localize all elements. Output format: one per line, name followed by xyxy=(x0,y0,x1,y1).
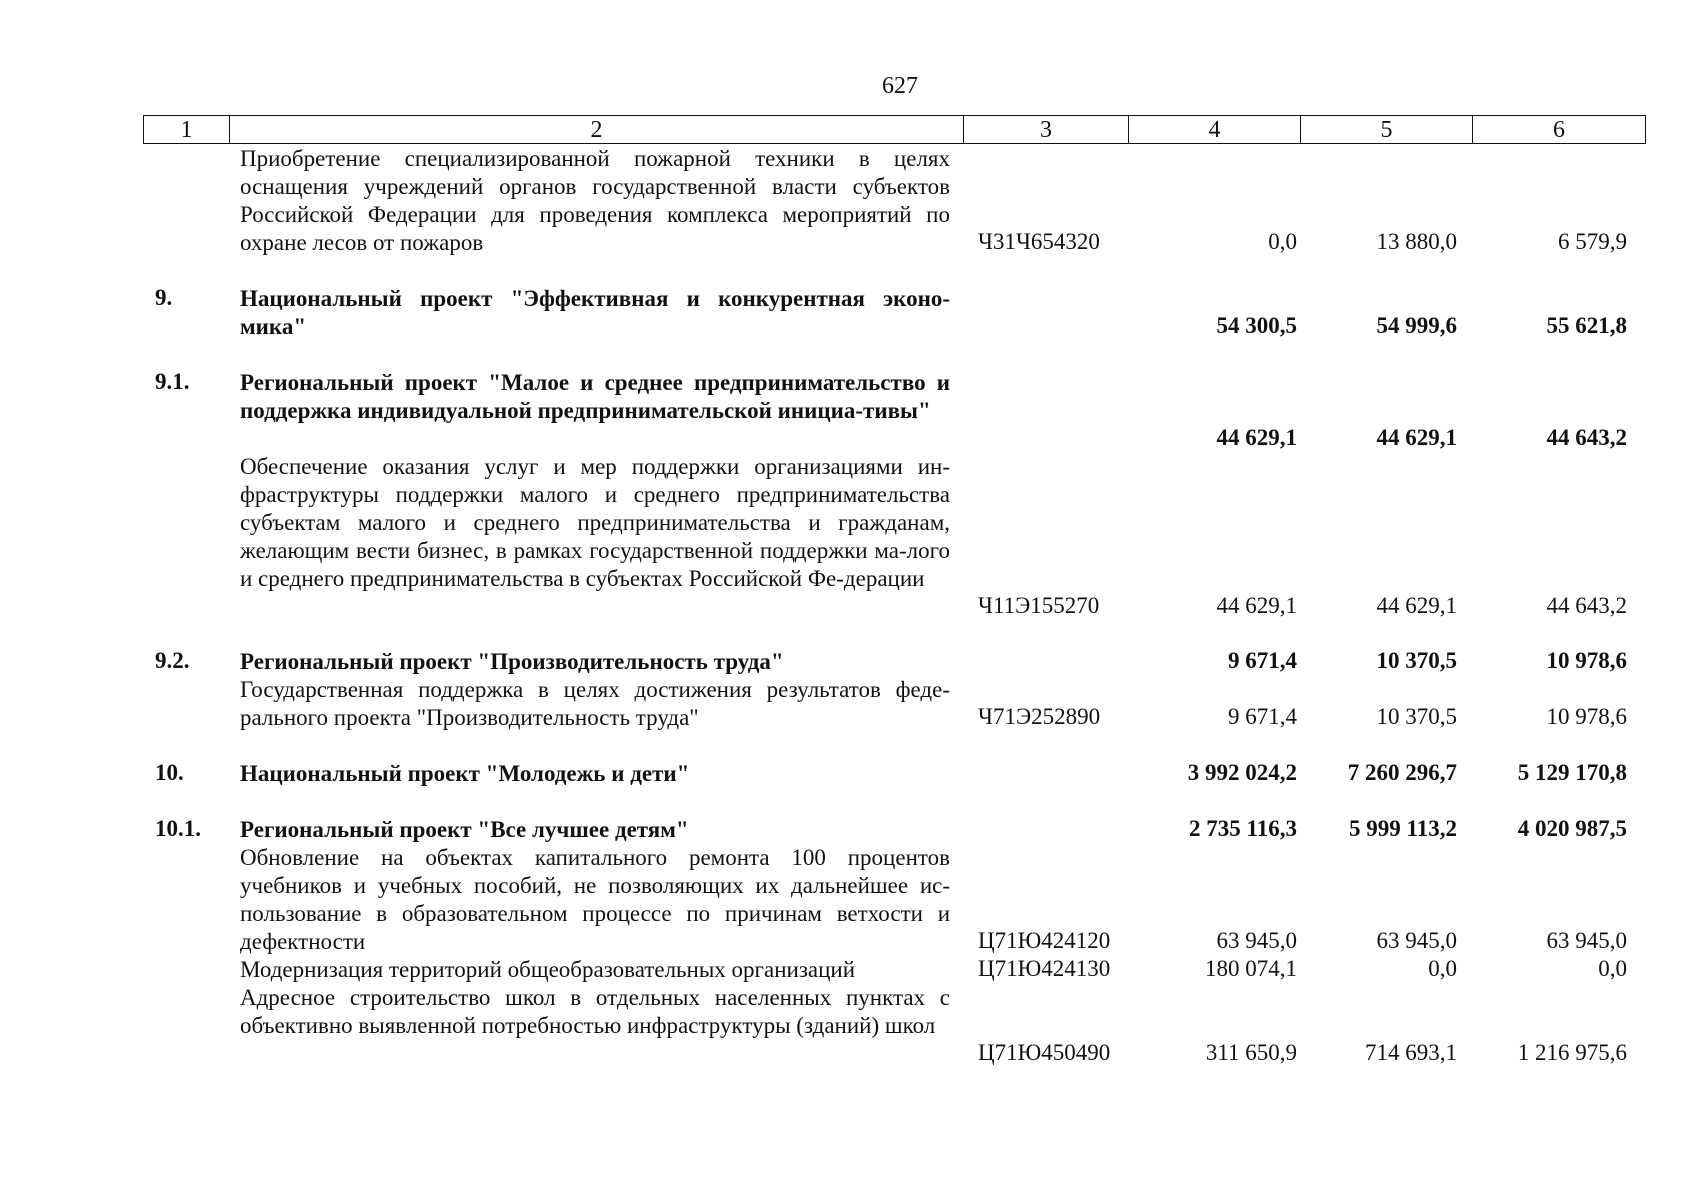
row-number: 9.1. xyxy=(155,369,190,394)
row-value-col5: 44 629,1 xyxy=(1376,425,1457,450)
column-header-2: 2 xyxy=(230,116,964,144)
row-code: Ч71Э252890 xyxy=(978,704,1101,729)
row-number: 10. xyxy=(155,760,184,785)
row-value-col5: 714 693,1 xyxy=(1365,1040,1457,1065)
row-description: Модернизация территорий общеобразовательных организаций xyxy=(240,957,856,982)
row-value-col5: 0,0 xyxy=(1428,956,1457,981)
row-value-col4: 9 671,4 xyxy=(1228,704,1297,729)
row-description: Приобретение специализированной пожарной техники в целях оснащения учреждений органов государственной власти субъектов Российской Федерации для проведения комплекса мероприятий по охране лесов от пожаров xyxy=(240,146,950,255)
column-header-3: 3 xyxy=(964,116,1129,144)
row-value-col5: 44 629,1 xyxy=(1376,593,1457,618)
row-description: Региональный проект "Все лучшее детям" xyxy=(240,817,689,842)
row-description: Обеспечение оказания услуг и мер поддержки организациями ин-фраструктуры поддержки малого и среднего предпринимательства субъектам малого и среднего предпринимательства и гражданам, желающим вести бизнес, в рамках государственной поддержки ма-лого и среднего предпринимательства в субъектах Российской Фе-дерации xyxy=(240,454,950,591)
row-code: Ц71Ю424130 xyxy=(978,956,1111,981)
row-value-col4: 3 992 024,2 xyxy=(1187,760,1297,785)
row-value-col4: 44 629,1 xyxy=(1216,593,1297,618)
row-value-col4: 0,0 xyxy=(1268,229,1297,254)
row-description: Национальный проект "Молодежь и дети" xyxy=(240,761,690,786)
row-code: Ц71Ю450490 xyxy=(978,1040,1111,1065)
row-value-col4: 180 074,1 xyxy=(1205,956,1297,981)
row-value-col5: 13 880,0 xyxy=(1376,229,1457,254)
row-value-col5: 7 260 296,7 xyxy=(1347,760,1457,785)
row-number: 9.2. xyxy=(155,648,190,673)
row-description: Национальный проект "Эффективная и конкурентная эконо-мика" xyxy=(240,286,950,339)
row-value-col6: 10 978,6 xyxy=(1546,704,1627,729)
row-value-col6: 6 579,9 xyxy=(1558,229,1627,254)
row-value-col5: 5 999 113,2 xyxy=(1349,816,1457,841)
row-number: 10.1. xyxy=(155,816,201,841)
column-header-1: 1 xyxy=(144,116,230,144)
row-value-col4: 44 629,1 xyxy=(1216,425,1297,450)
row-value-col5: 63 945,0 xyxy=(1376,928,1457,953)
row-value-col6: 1 216 975,6 xyxy=(1517,1040,1627,1065)
row-value-col4: 311 650,9 xyxy=(1205,1040,1297,1065)
row-code: Ч31Ч654320 xyxy=(978,229,1100,254)
row-value-col5: 10 370,5 xyxy=(1376,648,1457,673)
row-value-col4: 63 945,0 xyxy=(1216,928,1297,953)
column-header-6: 6 xyxy=(1473,116,1646,144)
row-value-col6: 44 643,2 xyxy=(1546,425,1627,450)
column-header-5: 5 xyxy=(1301,116,1473,144)
row-value-col4: 2 735 116,3 xyxy=(1189,816,1297,841)
row-description: Государственная поддержка в целях достижения результатов феде-рального проекта "Производительность труда" xyxy=(240,677,950,730)
row-value-col6: 0,0 xyxy=(1598,956,1627,981)
page-number: 627 xyxy=(882,73,918,99)
row-value-col6: 4 020 987,5 xyxy=(1517,816,1627,841)
row-value-col6: 55 621,8 xyxy=(1546,313,1627,338)
row-value-col5: 54 999,6 xyxy=(1376,313,1457,338)
row-description: Адресное строительство школ в отдельных населенных пунктах с объективно выявленной потребностью инфраструктуры (зданий) школ xyxy=(240,985,950,1038)
row-description: Региональный проект "Производительность труда" xyxy=(240,649,784,674)
row-value-col6: 44 643,2 xyxy=(1546,593,1627,618)
row-value-col5: 10 370,5 xyxy=(1376,704,1457,729)
row-value-col4: 54 300,5 xyxy=(1216,313,1297,338)
row-number: 9. xyxy=(155,285,173,310)
row-description: Региональный проект "Малое и среднее предпринимательство и поддержка индивидуальной предпринимательской инициа-тивы" xyxy=(240,370,950,423)
row-value-col4: 9 671,4 xyxy=(1228,648,1297,673)
row-value-col6: 10 978,6 xyxy=(1546,648,1627,673)
row-code: Ц71Ю424120 xyxy=(978,928,1111,953)
row-description: Обновление на объектах капитального ремонта 100 процентов учебников и учебных пособий, не позволяющих их дальнейшее ис-пользование в образовательном процессе по причинам ветхости и дефектности xyxy=(240,845,950,954)
column-header-4: 4 xyxy=(1129,116,1301,144)
row-value-col6: 5 129 170,8 xyxy=(1517,760,1627,785)
row-code: Ч11Э155270 xyxy=(978,593,1100,618)
row-value-col6: 63 945,0 xyxy=(1546,928,1627,953)
